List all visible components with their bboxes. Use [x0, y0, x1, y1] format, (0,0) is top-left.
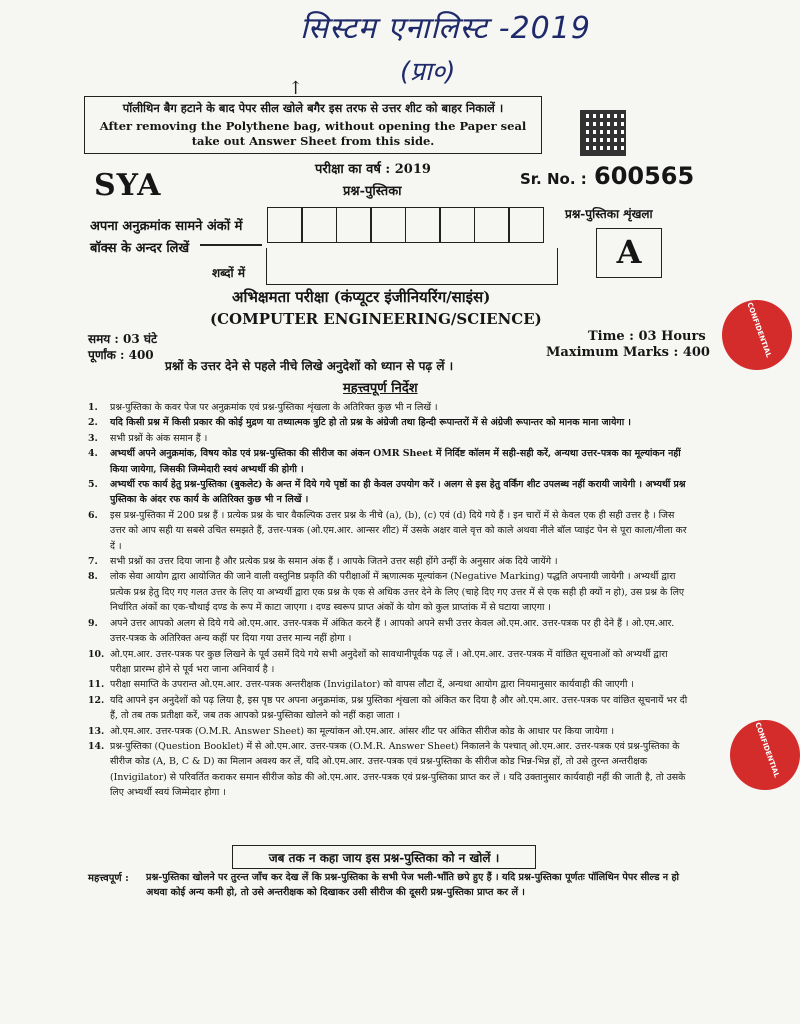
- list-item: 12. यदि आपने इन अनुदेशों को पढ़ लिया है, इस पृष्ठ पर अपना अनुक्रमांक, प्रश्न पुस्तिका शृंखला को अंकित कर दिया है और ओ.एम.आर. उत्तर-पत्रक पर वांछित सूचनायें भर दी हैं, तो तब तक प्रतीक्षा करें, जब तक आपको प्रश्न-पुस्तिका खोलने को नहीं कहा जाता ।: [88, 694, 688, 722]
- roll-label-line2: बॉक्स के अन्दर लिखें: [90, 241, 190, 256]
- warning-hindi: पॉलीथिन बैग हटाने के बाद पेपर सील खोले बगैर इस तरफ से उत्तर शीट को बाहर निकालें ।: [122, 101, 504, 115]
- roll-words-label: शब्दों में: [212, 266, 245, 280]
- warning-english: After removing the Polythene bag, without opening the Paper seal take out Answer Sheet from this side.: [99, 119, 527, 148]
- list-item: 7. सभी प्रश्नों का उत्तर दिया जाना है और प्रत्येक प्रश्न के समान अंक हैं । आपके जितने उत्तर सही होंगे उन्हीं के अनुसार अंक दिये जायेंगे ।: [88, 556, 558, 568]
- serial-number-label: Sr. No. :: [520, 170, 587, 188]
- roll-words-field[interactable]: [266, 248, 558, 285]
- roll-digit-box[interactable]: [474, 207, 510, 243]
- roll-digit-box[interactable]: [336, 207, 372, 243]
- arrow-right-icon: [200, 244, 262, 246]
- time-english: Time : 03 Hours: [588, 329, 706, 344]
- subject-english: (COMPUTER ENGINEERING/SCIENCE): [210, 310, 542, 328]
- roll-digit-box[interactable]: [439, 207, 475, 243]
- roll-number-grid[interactable]: [268, 207, 544, 243]
- serial-number-value: 600565: [594, 162, 695, 190]
- confidential-stamp: CONFIDENTIAL: [722, 300, 792, 370]
- paper-code: SYA: [94, 168, 162, 203]
- instructions-list: [88, 400, 688, 801]
- list-item: 11. परीक्षा समाप्ति के उपरान्त ओ.एम.आर. उत्तर-पत्रक अन्तरीक्षक (Invigilator) को वापस लौटा दें, अन्यथा आयोग द्वारा नियमानुसार कार्यवाही की जाएगी ।: [88, 679, 634, 691]
- list-item: 8. लोक सेवा आयोग द्वारा आयोजित की जाने वाली वस्तुनिष्ठ प्रकृति की परीक्षाओं में ऋणात्मक मूल्यांकन (Negative Marking) पद्धति अपनायी जायेगी । अभ्यर्थी द्वारा प्रत्येक प्रश्न हेतु दिए गए गलत उत्तर के लिए या अभ्यर्थी द्वारा एक प्रश्न के एक से अधिक उत्तर देने के लिए (चाहे दिए गए उत्तर में से एक सही ही क्यों न हो), उस प्रश्न के लिए निर्धारित अंकों का एक-चौथाई दण्ड के रूप में काटा जाएगा । दण्ड स्वरूप प्राप्त अंकों के योग को कुल प्राप्तांक में से घटाया जाएगा ।: [88, 571, 685, 614]
- handwritten-title: सिस्टम एनालिस्ट -2019: [300, 11, 591, 46]
- booklet-label: प्रश्न-पुस्तिका: [343, 184, 402, 199]
- do-not-open-text: जब तक न कहा जाय इस प्रश्न-पुस्तिका को न खोलें ।: [268, 851, 500, 865]
- series-value: A: [616, 233, 642, 271]
- list-item: 6. इस प्रश्न-पुस्तिका में 200 प्रश्न हैं । प्रत्येक प्रश्न के चार वैकल्पिक उत्तर प्रश्न के नीचे (a), (b), (c) एवं (d) दिये गये हैं । इन चारों में से केवल एक ही सही उत्तर है । जिस उत्तर को आप सही या सबसे उचित समझते हैं, उत्तर-पत्रक (ओ.एम.आर. आन्सर शीट) में उसके अक्षर वाले वृत्त को काले अथवा नीले बॉल प्वाइंट पेन से पूरा काला/नीला कर दें ।: [88, 509, 687, 552]
- series-label: प्रश्न-पुस्तिका शृंखला: [565, 207, 653, 221]
- instructions-heading: महत्त्वपूर्ण निर्देश: [343, 381, 418, 396]
- qr-code-icon: [580, 110, 626, 156]
- confidential-stamp: CONFIDENTIAL: [730, 720, 800, 790]
- list-item: 13. ओ.एम.आर. उत्तर-पत्रक (O.M.R. Answer Sheet) का मूल्यांकन ओ.एम.आर. आंसर शीट पर अंकित सीरीज कोड के आधार पर किया जायेगा ।: [88, 725, 614, 737]
- roll-digit-box[interactable]: [405, 207, 441, 243]
- series-box[interactable]: [596, 228, 662, 278]
- roll-digit-box[interactable]: [370, 207, 406, 243]
- roll-digit-box[interactable]: [508, 207, 544, 243]
- important-text: प्रश्न-पुस्तिका खोलने पर तुरन्त जाँच कर देख लें कि प्रश्न-पुस्तिका के सभी पेज भली-भाँति छपे हुए हैं । यदि प्रश्न-पुस्तिका पूर्णतः पॉलिथिन पेपर सील्ड न हो अथवा कोई अन्य कमी हो, तो उसे अन्तरीक्षक को दिखाकर उसी सीरीज की दूसरी प्रश्न-पुस्तिका प्राप्त कर लें ।: [146, 872, 680, 898]
- list-item: 10. ओ.एम.आर. उत्तर-पत्रक पर कुछ लिखने के पूर्व उसमें दिये गये सभी अनुदेशों को सावधानीपूर्वक पढ़ लें । ओ.एम.आर. उत्तर-पत्रक में वांछित सूचनाओं को अभ्यर्थी द्वारा परीक्षा प्रारम्भ होने से पूर्व भरा जाना अनिवार्य है ।: [88, 648, 668, 675]
- do-not-open-notice: [232, 845, 536, 869]
- important-label: महत्त्वपूर्ण :: [88, 873, 129, 884]
- exam-year: परीक्षा का वर्ष : 2019: [315, 162, 431, 177]
- list-item: 1. प्रश्न-पुस्तिका के कवर पेज पर अनुक्रमांक एवं प्रश्न-पुस्तिका शृंखला के अतिरिक्त कुछ भी न लिखें ।: [88, 402, 438, 413]
- roll-digit-box[interactable]: [267, 207, 303, 243]
- marks-hindi: पूर्णांक : 400: [88, 348, 154, 362]
- list-item: 4. अभ्यर्थी अपने अनुक्रमांक, विषय कोड एवं प्रश्न-पुस्तिका की सीरीज का अंकन OMR Sheet में निर्दिष्ट कॉलम में सही-सही करें, अन्यथा उत्तर-पत्रक का मूल्यांकन नहीं किया जायेगा, जिसकी जिम्मेदारी स्वयं अभ्यर्थी की होगी ।: [88, 448, 681, 475]
- list-item: 5. अभ्यर्थी रफ कार्य हेतु प्रश्न-पुस्तिका (बुकलेट) के अन्त में दिये गये पृष्ठों का ही केवल उपयोग करें । अलग से इस हेतु वर्किंग शीट उपलब्ध नहीं करायी जायेगी । अभ्यर्थी प्रश्न पुस्तिका के अंदर रफ कार्य के अतिरिक्त कुछ भी न लिखें ।: [88, 479, 686, 506]
- list-item: 2. यदि किसी प्रश्न में किसी प्रकार की कोई मुद्रण या तथ्यात्मक त्रुटि हो तो प्रश्न के अंग्रेजी तथा हिन्दी रूपान्तरों में से अंग्रेजी रूपान्तर को मानक माना जायेगा ।: [88, 417, 631, 429]
- list-item: 9. अपने उत्तर आपको अलग से दिये गये ओ.एम.आर. उत्तर-पत्रक में अंकित करने हैं । आपको अपने सभी उत्तर केवल ओ.एम.आर. उत्तर-पत्रक पर ही देने हैं । ओ.एम.आर. उत्तर-पत्रक के अतिरिक्त अन्य कहीं पर दिया गया उत्तर मान्य नहीं होगा ।: [88, 617, 675, 645]
- roll-digit-box[interactable]: [301, 207, 337, 243]
- marks-english: Maximum Marks : 400: [546, 345, 710, 360]
- roll-label-line1: अपना अनुक्रमांक सामने अंकों में: [90, 219, 243, 234]
- subject-hindi: अभिक्षमता परीक्षा (कंप्यूटर इंजीनियरिंग/साइंस): [232, 288, 491, 306]
- time-hindi: समय : 03 घंटे: [88, 332, 158, 346]
- up-arrow-icon: ↑: [288, 78, 304, 99]
- list-item: 3. सभी प्रश्नों के अंक समान हैं ।: [88, 432, 208, 444]
- handwritten-subtitle: (प्रा०): [400, 57, 456, 87]
- warning-box: [84, 96, 542, 154]
- list-item: 14. प्रश्न-पुस्तिका (Question Booklet) में से ओ.एम.आर. उत्तर-पत्रक (O.M.R. Answer Sheet) निकालने के पश्चात् ओ.एम.आर. उत्तर-पत्रक एवं प्रश्न-पुस्तिका के सीरीज कोड (A, B, C & D) का मिलान अवश्य कर लें, यदि ओ.एम.आर. उत्तर-पत्रक एवं प्रश्न-पुस्तिका के सीरीज कोड भिन्न-भिन्न हों, तो उसे तुरन्त अन्तरीक्षक (Invigilator) से परिवर्तित कराकर समान सीरीज कोड की ओ.एम.आर. उत्तर-पत्रक एवं प्रश्न-पुस्तिका प्राप्त कर लें । यदि उक्तानुसार कार्यवाही नहीं की जाती है, तो उसके लिए अभ्यर्थी स्वयं जिम्मेदार होगा ।: [88, 740, 686, 799]
- pre-instruction: प्रश्नों के उत्तर देने से पहले नीचे लिखे अनुदेशों को ध्यान से पढ़ लें ।: [165, 359, 454, 373]
